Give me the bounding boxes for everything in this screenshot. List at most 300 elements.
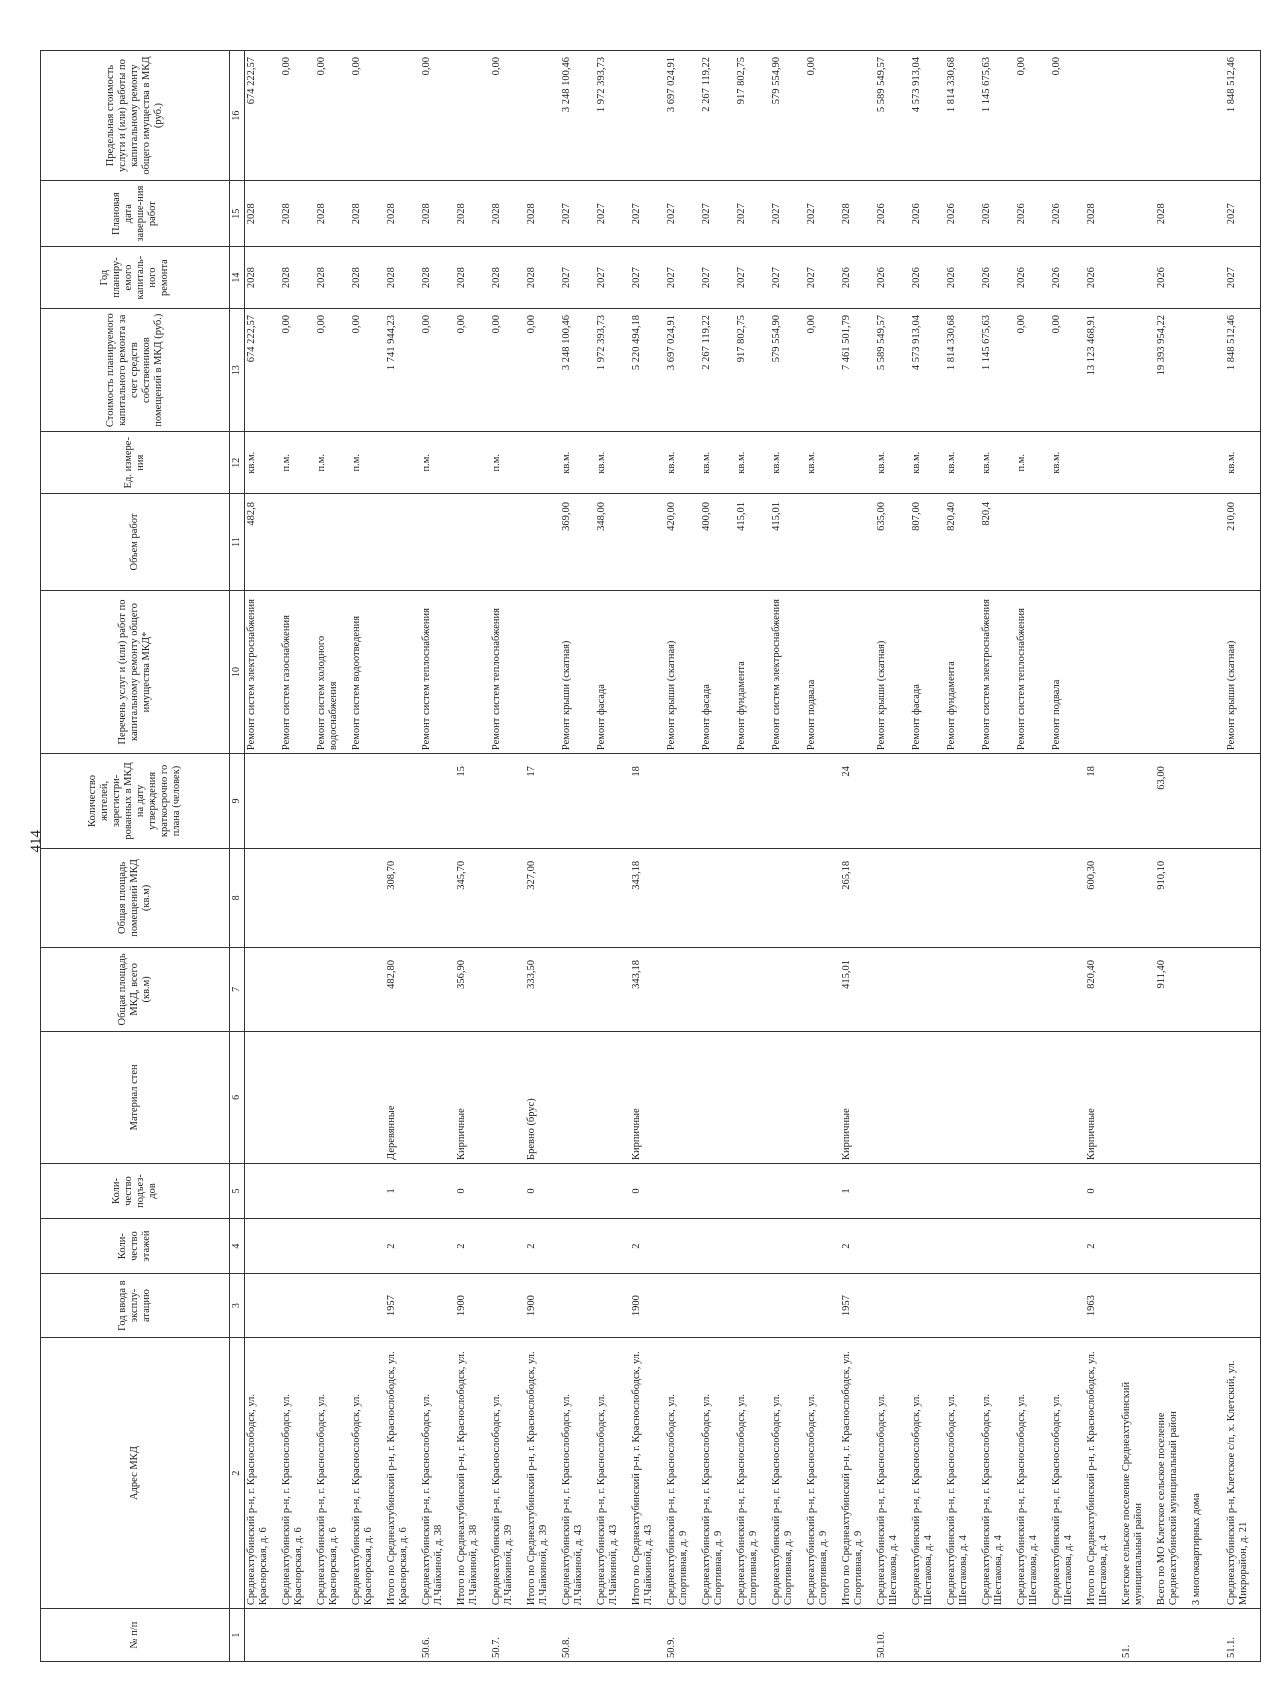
table-row <box>1120 51 1155 1662</box>
repair-year-cell: 2028 <box>315 247 350 309</box>
unit-cell: п.м. <box>420 432 455 494</box>
floors-cell <box>1155 1219 1190 1274</box>
year-built-cell <box>1225 1274 1261 1338</box>
completion-date-cell: 2028 <box>350 181 385 247</box>
work-volume-cell <box>385 494 420 591</box>
total-area-cell <box>595 948 630 1032</box>
floors-cell <box>875 1219 910 1274</box>
max-cost-cell: 3 697 024,91 <box>665 51 700 181</box>
total-area-cell <box>875 948 910 1032</box>
planned-cost-cell: 19 393 954,22 <box>1155 308 1190 431</box>
completion-date-cell: 2028 <box>385 181 420 247</box>
completion-date-cell: 2028 <box>280 181 315 247</box>
column-header-row <box>41 51 230 1662</box>
table-row <box>665 51 700 1662</box>
work-volume-cell <box>805 494 840 591</box>
table-row <box>385 51 420 1662</box>
year-built-cell <box>1120 1274 1155 1338</box>
address-cell: Среднеахтубинский р-н, г. Краснослободск, ул. Спортивная, д. 9 <box>665 1338 700 1609</box>
column-header: Перечень услуг и (или) работ по капитальному ремонту общего имущества МКД* <box>41 591 230 754</box>
max-cost-cell: 0,00 <box>1050 51 1085 181</box>
wall-material-cell <box>490 1031 525 1163</box>
wall-material-cell <box>945 1031 980 1163</box>
total-area-cell <box>350 948 385 1032</box>
unit-cell <box>525 432 560 494</box>
premises-area-cell: 345,70 <box>455 848 490 947</box>
planned-cost-cell: 4 573 913,04 <box>910 308 945 431</box>
work-type-cell: Ремонт систем теплоснабжения <box>420 591 455 754</box>
work-type-cell: Ремонт систем холодного водоснабжения <box>315 591 350 754</box>
premises-area-cell <box>420 848 455 947</box>
planned-cost-cell: 0,00 <box>280 308 315 431</box>
repair-year-cell: 2026 <box>1155 247 1190 309</box>
total-area-cell: 333,50 <box>525 948 560 1032</box>
column-number: 16 <box>230 51 245 181</box>
table-row <box>245 51 281 1662</box>
entrances-cell <box>315 1163 350 1218</box>
residents-cell <box>735 754 770 849</box>
work-type-cell <box>630 591 665 754</box>
work-volume-cell: 369,00 <box>560 494 595 591</box>
total-area-cell <box>420 948 455 1032</box>
year-built-cell <box>350 1274 385 1338</box>
column-header: Год ввода в эксплу-атацию <box>41 1274 230 1338</box>
unit-cell <box>455 432 490 494</box>
residents-cell <box>560 754 595 849</box>
row-number-cell <box>840 1609 875 1662</box>
planned-cost-cell: 0,00 <box>455 308 490 431</box>
planned-cost-cell: 0,00 <box>420 308 455 431</box>
work-volume-cell <box>1190 494 1225 591</box>
wall-material-cell <box>875 1031 910 1163</box>
work-type-cell: Ремонт фундамента <box>945 591 980 754</box>
entrances-cell <box>595 1163 630 1218</box>
wall-material-cell <box>315 1031 350 1163</box>
repair-year-cell: 2027 <box>770 247 805 309</box>
wall-material-cell <box>1155 1031 1190 1163</box>
work-volume-cell: 420,00 <box>665 494 700 591</box>
table-row <box>735 51 770 1662</box>
residents-cell: 18 <box>630 754 665 849</box>
table-row <box>1155 51 1190 1662</box>
year-built-cell: 1957 <box>385 1274 420 1338</box>
total-area-cell: 482,80 <box>385 948 420 1032</box>
max-cost-cell <box>1190 51 1225 181</box>
max-cost-cell: 1 814 330,68 <box>945 51 980 181</box>
column-header: Ед. измере-ния <box>41 432 230 494</box>
max-cost-cell <box>1155 51 1190 181</box>
planned-cost-cell <box>1190 308 1225 431</box>
entrances-cell: 0 <box>630 1163 665 1218</box>
work-volume-cell <box>455 494 490 591</box>
row-number-cell <box>1155 1609 1190 1662</box>
row-number-cell <box>805 1609 840 1662</box>
wall-material-cell <box>350 1031 385 1163</box>
year-built-cell <box>560 1274 595 1338</box>
work-volume-cell <box>840 494 875 591</box>
repair-year-cell: 2028 <box>455 247 490 309</box>
column-number-row <box>230 51 245 1662</box>
floors-cell <box>805 1219 840 1274</box>
unit-cell <box>1120 432 1155 494</box>
column-header: Объем работ <box>41 494 230 591</box>
max-cost-cell: 674 222,57 <box>245 51 281 181</box>
address-cell: Среднеахтубинский р-н, г. Краснослободск, ул. Спортивная, д. 9 <box>700 1338 735 1609</box>
wall-material-cell: Бревно (брус) <box>525 1031 560 1163</box>
unit-cell: кв.м. <box>875 432 910 494</box>
work-type-cell <box>1085 591 1120 754</box>
max-cost-cell: 0,00 <box>350 51 385 181</box>
residents-cell <box>595 754 630 849</box>
planned-cost-cell: 3 697 024,91 <box>665 308 700 431</box>
unit-cell: кв.м. <box>700 432 735 494</box>
total-area-cell <box>280 948 315 1032</box>
floors-cell <box>700 1219 735 1274</box>
repair-year-cell: 2026 <box>910 247 945 309</box>
planned-cost-cell: 0,00 <box>1015 308 1050 431</box>
column-number: 15 <box>230 181 245 247</box>
work-type-cell: Ремонт подвала <box>805 591 840 754</box>
address-cell: Среднеахтубинский р-н, г. Краснослободск, ул. Шестакова, д. 4 <box>1050 1338 1085 1609</box>
year-built-cell <box>910 1274 945 1338</box>
table-row <box>630 51 665 1662</box>
row-number-cell <box>595 1609 630 1662</box>
max-cost-cell: 0,00 <box>420 51 455 181</box>
planned-cost-cell: 0,00 <box>805 308 840 431</box>
address-cell: Среднеахтубинский р-н, г. Краснослободск, ул. Л.Чайкиной, д. 43 <box>595 1338 630 1609</box>
repair-year-cell: 2027 <box>1225 247 1261 309</box>
premises-area-cell <box>1120 848 1155 947</box>
residents-cell <box>980 754 1015 849</box>
floors-cell <box>560 1219 595 1274</box>
work-volume-cell: 820,40 <box>945 494 980 591</box>
row-number-cell <box>280 1609 315 1662</box>
residents-cell <box>385 754 420 849</box>
wall-material-cell <box>665 1031 700 1163</box>
year-built-cell: 1963 <box>1085 1274 1120 1338</box>
max-cost-cell: 1 972 393,73 <box>595 51 630 181</box>
work-volume-cell <box>1050 494 1085 591</box>
row-number-cell <box>770 1609 805 1662</box>
repair-year-cell: 2027 <box>630 247 665 309</box>
entrances-cell <box>280 1163 315 1218</box>
work-volume-cell <box>1015 494 1050 591</box>
floors-cell <box>1120 1219 1155 1274</box>
work-volume-cell <box>490 494 525 591</box>
address-cell: Среднеахтубинский р-н, г. Краснослободск, ул. Спортивная, д. 9 <box>770 1338 805 1609</box>
address-cell: Среднеахтубинский р-н, Клетское с/п, х. Клетский, ул. Микрорайон, д. 21 <box>1225 1338 1261 1609</box>
floors-cell: 2 <box>630 1219 665 1274</box>
work-volume-cell: 807,00 <box>910 494 945 591</box>
repair-year-cell: 2028 <box>490 247 525 309</box>
year-built-cell <box>770 1274 805 1338</box>
column-number: 10 <box>230 591 245 754</box>
residents-cell: 24 <box>840 754 875 849</box>
repair-year-cell: 2027 <box>665 247 700 309</box>
row-number-cell <box>910 1609 945 1662</box>
work-volume-cell <box>1120 494 1155 591</box>
premises-area-cell <box>770 848 805 947</box>
residents-cell: 18 <box>1085 754 1120 849</box>
wall-material-cell <box>1225 1031 1261 1163</box>
planned-cost-cell: 917 802,75 <box>735 308 770 431</box>
work-volume-cell: 415,01 <box>770 494 805 591</box>
row-number-cell <box>980 1609 1015 1662</box>
table-row <box>525 51 560 1662</box>
premises-area-cell <box>910 848 945 947</box>
premises-area-cell <box>735 848 770 947</box>
floors-cell: 2 <box>525 1219 560 1274</box>
premises-area-cell <box>1015 848 1050 947</box>
row-number-cell <box>700 1609 735 1662</box>
address-cell: Итого по Среднеахтубинский р-н, г. Краснослободск, ул. Л.Чайкиной, д. 43 <box>630 1338 665 1609</box>
total-area-cell: 820,40 <box>1085 948 1120 1032</box>
unit-cell: кв.м. <box>770 432 805 494</box>
work-type-cell: Ремонт фасада <box>700 591 735 754</box>
floors-cell <box>490 1219 525 1274</box>
wall-material-cell: Деревянные <box>385 1031 420 1163</box>
planned-cost-cell: 1 848 512,46 <box>1225 308 1261 431</box>
wall-material-cell <box>560 1031 595 1163</box>
table-row <box>1050 51 1085 1662</box>
floors-cell <box>980 1219 1015 1274</box>
max-cost-cell <box>1085 51 1120 181</box>
column-number: 11 <box>230 494 245 591</box>
max-cost-cell: 917 802,75 <box>735 51 770 181</box>
total-area-cell <box>805 948 840 1032</box>
column-header: Общая площадь помещений МКД (кв.м) <box>41 848 230 947</box>
address-cell: Среднеахтубинский р-н, г. Краснослободск, ул. Шестакова, д. 4 <box>910 1338 945 1609</box>
completion-date-cell: 2026 <box>875 181 910 247</box>
repair-year-cell: 2026 <box>1015 247 1050 309</box>
wall-material-cell: Кирпичные <box>1085 1031 1120 1163</box>
column-header: Коли-чество этажей <box>41 1219 230 1274</box>
address-cell: Всего по МО Клетское сельское поселение Среднеахтубинский муниципальный район <box>1155 1338 1190 1609</box>
row-number-cell: 50.7. <box>490 1609 525 1662</box>
capital-repair-plan-table <box>40 50 1261 1662</box>
repair-year-cell: 2026 <box>840 247 875 309</box>
repair-year-cell: 2028 <box>350 247 385 309</box>
column-header: № п/п <box>41 1609 230 1662</box>
completion-date-cell: 2027 <box>665 181 700 247</box>
column-header: Количество жителей, зарегистри-рованных в МКД на дату утверждения краткосрочно го плана (человек) <box>41 754 230 849</box>
completion-date-cell: 2028 <box>455 181 490 247</box>
residents-cell <box>1120 754 1155 849</box>
unit-cell: кв.м. <box>945 432 980 494</box>
work-type-cell <box>525 591 560 754</box>
total-area-cell <box>1120 948 1155 1032</box>
floors-cell <box>1050 1219 1085 1274</box>
total-area-cell: 911,40 <box>1155 948 1190 1032</box>
residents-cell <box>280 754 315 849</box>
total-area-cell <box>560 948 595 1032</box>
max-cost-cell <box>525 51 560 181</box>
repair-year-cell: 2028 <box>420 247 455 309</box>
wall-material-cell <box>735 1031 770 1163</box>
table-row <box>280 51 315 1662</box>
entrances-cell <box>350 1163 385 1218</box>
premises-area-cell <box>595 848 630 947</box>
row-number-cell: 50.8. <box>560 1609 595 1662</box>
wall-material-cell <box>595 1031 630 1163</box>
completion-date-cell: 2028 <box>245 181 281 247</box>
planned-cost-cell: 7 461 501,79 <box>840 308 875 431</box>
floors-cell <box>1190 1219 1225 1274</box>
planned-cost-cell: 1 145 675,63 <box>980 308 1015 431</box>
max-cost-cell <box>1120 51 1155 181</box>
year-built-cell <box>700 1274 735 1338</box>
address-cell: Среднеахтубинский р-н, г. Краснослободск, ул. Краснорская, д. 6 <box>280 1338 315 1609</box>
table-row <box>1225 51 1261 1662</box>
residents-cell: 15 <box>455 754 490 849</box>
work-type-cell <box>385 591 420 754</box>
total-area-cell <box>490 948 525 1032</box>
residents-cell <box>665 754 700 849</box>
entrances-cell: 0 <box>525 1163 560 1218</box>
unit-cell <box>385 432 420 494</box>
residents-cell <box>1015 754 1050 849</box>
max-cost-cell <box>630 51 665 181</box>
unit-cell: кв.м. <box>1225 432 1261 494</box>
total-area-cell: 356,90 <box>455 948 490 1032</box>
planned-cost-cell: 0,00 <box>350 308 385 431</box>
year-built-cell <box>1155 1274 1190 1338</box>
wall-material-cell <box>805 1031 840 1163</box>
address-cell: Итого по Среднеахтубинский р-н, г. Краснослободск, ул. Л.Чайкиной, д. 39 <box>525 1338 560 1609</box>
wall-material-cell <box>1015 1031 1050 1163</box>
unit-cell <box>1085 432 1120 494</box>
floors-cell <box>350 1219 385 1274</box>
residents-cell <box>875 754 910 849</box>
work-volume-cell: 635,00 <box>875 494 910 591</box>
premises-area-cell: 910,10 <box>1155 848 1190 947</box>
address-cell: Среднеахтубинский р-н, г. Краснослободск, ул. Л.Чайкиной, д. 38 <box>420 1338 455 1609</box>
unit-cell: кв.м. <box>980 432 1015 494</box>
work-type-cell: Ремонт крыши (скатная) <box>875 591 910 754</box>
year-built-cell <box>490 1274 525 1338</box>
repair-year-cell: 2027 <box>560 247 595 309</box>
work-volume-cell <box>350 494 385 591</box>
total-area-cell <box>245 948 281 1032</box>
planned-cost-cell: 674 222,57 <box>245 308 281 431</box>
residents-cell: 63,00 <box>1155 754 1190 849</box>
row-number-cell <box>525 1609 560 1662</box>
unit-cell <box>840 432 875 494</box>
unit-cell: п.м. <box>490 432 525 494</box>
premises-area-cell <box>315 848 350 947</box>
year-built-cell <box>875 1274 910 1338</box>
total-area-cell <box>910 948 945 1032</box>
unit-cell: кв.м. <box>910 432 945 494</box>
residents-cell <box>420 754 455 849</box>
max-cost-cell <box>385 51 420 181</box>
unit-cell: кв.м. <box>805 432 840 494</box>
entrances-cell: 1 <box>840 1163 875 1218</box>
work-type-cell: Ремонт систем водоотведения <box>350 591 385 754</box>
address-cell: Среднеахтубинский р-н, г. Краснослободск, ул. Шестакова, д. 4 <box>945 1338 980 1609</box>
work-type-cell <box>1190 591 1225 754</box>
floors-cell <box>280 1219 315 1274</box>
premises-area-cell <box>980 848 1015 947</box>
wall-material-cell <box>770 1031 805 1163</box>
column-number: 14 <box>230 247 245 309</box>
work-volume-cell <box>525 494 560 591</box>
premises-area-cell <box>350 848 385 947</box>
floors-cell: 2 <box>455 1219 490 1274</box>
max-cost-cell: 3 248 100,46 <box>560 51 595 181</box>
floors-cell <box>735 1219 770 1274</box>
table-row <box>805 51 840 1662</box>
row-number-cell <box>455 1609 490 1662</box>
column-number: 2 <box>230 1338 245 1609</box>
unit-cell: кв.м. <box>1050 432 1085 494</box>
unit-cell: п.м. <box>280 432 315 494</box>
repair-year-cell: 2026 <box>1085 247 1120 309</box>
work-type-cell: Ремонт крыши (скатная) <box>560 591 595 754</box>
wall-material-cell <box>1050 1031 1085 1163</box>
total-area-cell <box>1225 948 1261 1032</box>
premises-area-cell <box>560 848 595 947</box>
entrances-cell: 0 <box>1085 1163 1120 1218</box>
row-number-cell: 50.6. <box>420 1609 455 1662</box>
work-type-cell: Ремонт фасада <box>595 591 630 754</box>
planned-cost-cell: 3 248 100,46 <box>560 308 595 431</box>
entrances-cell <box>1050 1163 1085 1218</box>
residents-cell <box>805 754 840 849</box>
floors-cell: 2 <box>1085 1219 1120 1274</box>
address-cell: Итого по Среднеахтубинский р-н, г. Краснослободск, ул. Л.Чайкиной, д. 38 <box>455 1338 490 1609</box>
year-built-cell <box>280 1274 315 1338</box>
entrances-cell <box>945 1163 980 1218</box>
residents-cell <box>1225 754 1261 849</box>
entrances-cell <box>1190 1163 1225 1218</box>
planned-cost-cell: 5 220 494,18 <box>630 308 665 431</box>
year-built-cell <box>805 1274 840 1338</box>
work-type-cell <box>455 591 490 754</box>
work-type-cell: Ремонт систем теплоснабжения <box>490 591 525 754</box>
work-volume-cell: 415,01 <box>735 494 770 591</box>
completion-date-cell: 2028 <box>490 181 525 247</box>
address-cell: Клетское сельское поселение Среднеахтубинский муниципальный район <box>1120 1338 1155 1609</box>
address-cell: Среднеахтубинский р-н, г. Краснослободск, ул. Спортивная, д. 9 <box>735 1338 770 1609</box>
work-volume-cell: 482,8 <box>245 494 281 591</box>
premises-area-cell <box>875 848 910 947</box>
address-cell: Среднеахтубинский р-н, г. Краснослободск, ул. Л.Чайкиной, д. 39 <box>490 1338 525 1609</box>
table-row <box>945 51 980 1662</box>
work-volume-cell <box>280 494 315 591</box>
table-row <box>420 51 455 1662</box>
work-type-cell: Ремонт крыши (скатная) <box>665 591 700 754</box>
column-header: Коли-чество подъез-дов <box>41 1163 230 1218</box>
table-row <box>1190 51 1225 1662</box>
address-cell: Среднеахтубинский р-н, г. Краснослободск, ул. Краснорская, д. 6 <box>350 1338 385 1609</box>
work-volume-cell: 348,00 <box>595 494 630 591</box>
address-cell: Итого по Среднеахтубинский р-н, г. Краснослободск, ул. Шестакова, д. 4 <box>1085 1338 1120 1609</box>
repair-year-cell: 2028 <box>280 247 315 309</box>
premises-area-cell: 265,18 <box>840 848 875 947</box>
year-built-cell <box>980 1274 1015 1338</box>
floors-cell: 2 <box>840 1219 875 1274</box>
planned-cost-cell: 0,00 <box>315 308 350 431</box>
table-row <box>770 51 805 1662</box>
work-type-cell: Ремонт систем электроснабжения <box>980 591 1015 754</box>
row-number-cell <box>315 1609 350 1662</box>
address-cell: Среднеахтубинский р-н, г. Краснослободск, ул. Краснорская, д. 6 <box>245 1338 281 1609</box>
max-cost-cell: 579 554,90 <box>770 51 805 181</box>
floors-cell <box>910 1219 945 1274</box>
repair-year-cell: 2027 <box>735 247 770 309</box>
page-number: 414 <box>28 830 44 853</box>
